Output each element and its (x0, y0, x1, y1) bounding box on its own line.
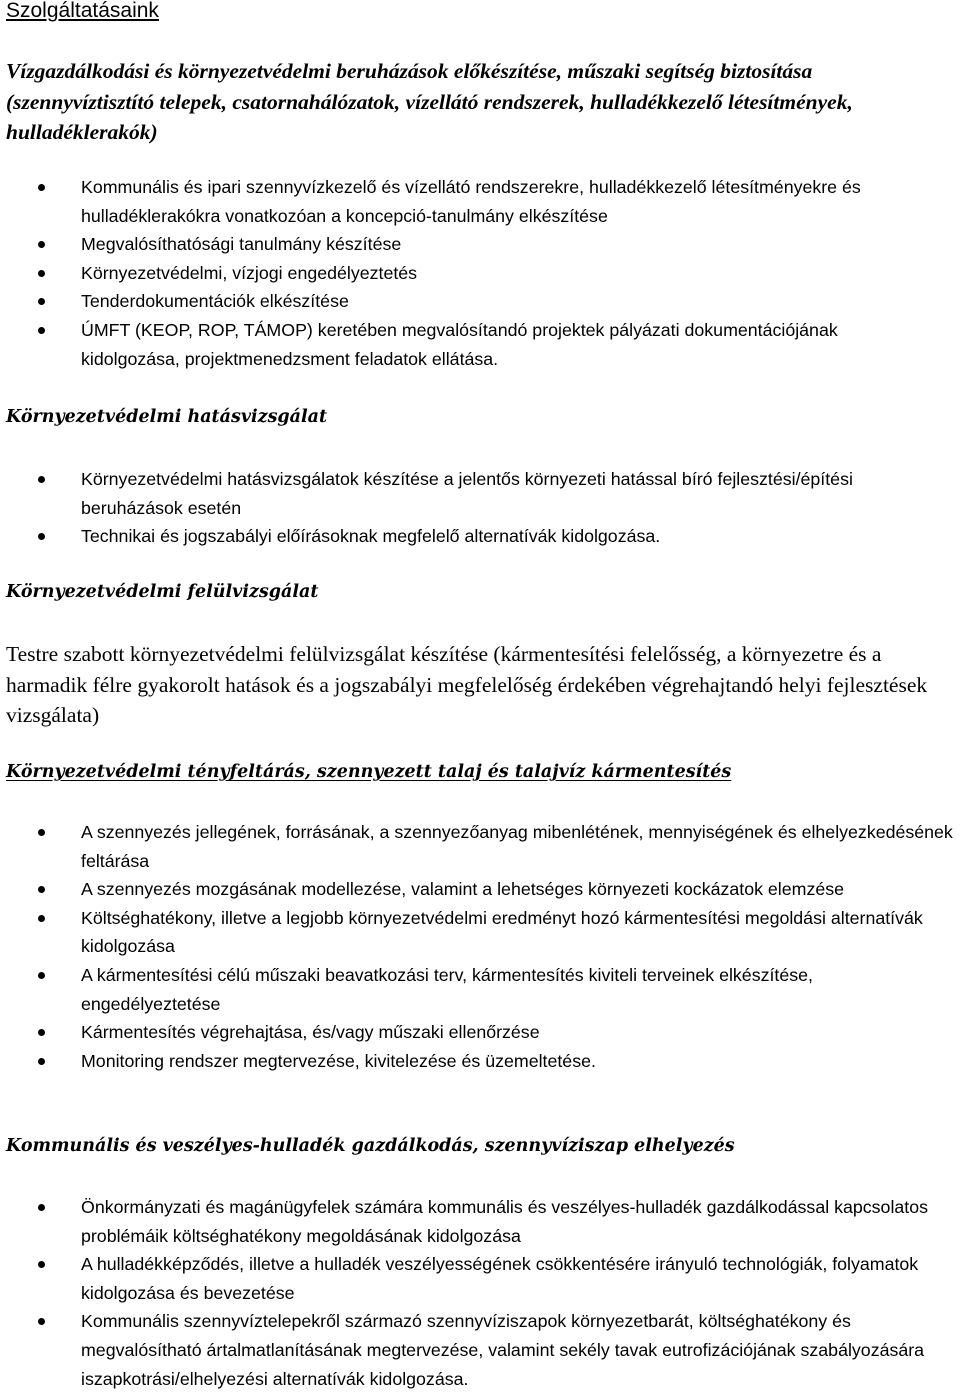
bullet-icon (38, 1318, 45, 1325)
bullet-icon (38, 1029, 45, 1036)
bullet-icon (38, 915, 45, 922)
water-management-list (6, 173, 956, 373)
list-item: Megvalósíthatósági tanulmány készítése (6, 230, 956, 259)
list-item: Tenderdokumentációk elkészítése (6, 287, 956, 316)
bullet-icon (38, 1058, 45, 1065)
bullet-icon (38, 1204, 45, 1211)
section-heading-environmental-review: Környezetvédelmi felülvizsgálat (6, 582, 319, 602)
list-item: Költséghatékony, illetve a legjobb környezetvédelmi eredményt hozó kármentesítési megoldási alternatívák kidolgozása (6, 904, 956, 961)
page-title: Szolgáltatásaink (6, 0, 159, 22)
list-item: A szennyezés mozgásának modellezése, valamint a lehetséges környezeti kockázatok elemzése (6, 875, 956, 904)
list-item: Környezetvédelmi, vízjogi engedélyeztetés (6, 259, 956, 288)
list-item: A hulladékképződés, illetve a hulladék veszélyességének csökkentésére irányuló technológiák, folyamatok kidolgozása és bevezetése (6, 1250, 921, 1307)
impact-assessment-list (6, 465, 956, 551)
remediation-list (6, 818, 956, 1075)
list-item: Önkormányzati és magánügyfelek számára kommunális és veszélyes-hulladék gazdálkodással kapcsolatos problémáik költséghatékony megoldásának kidolgozása (6, 1193, 956, 1250)
list-item: Kommunális szennyvíztelepekről származó szennyvíziszapok környezetbarát, költséghatékony és megvalósítható ártalmatlanításának megtervezése, valamint sekély tavak eutrofizációjának szabályozására iszapkotrási/elhelyezési alternatívák kidolgozása. (6, 1307, 956, 1393)
bullet-icon (38, 1261, 45, 1268)
section-heading-water-management: Vízgazdálkodási és környezetvédelmi beruházások előkészítése, műszaki segítség biztosítása (szennyvíztisztító telepek, csatornahálózatok, vízellátó rendszerek, hulladékkezelő létesítmények, hulladéklerakók) (6, 59, 853, 144)
section-heading-waste-management: Kommunális és veszélyes-hulladék gazdálkodás, szennyvíziszap elhelyezés (6, 1136, 735, 1156)
list-item: A kármentesítési célú műszaki beavatkozási terv, kármentesítés kiviteli terveinek elkészítése, engedélyeztetése (6, 961, 956, 1018)
bullet-icon (38, 829, 45, 836)
list-item: Technikai és jogszabályi előírásoknak megfelelő alternatívák kidolgozása. (6, 522, 956, 551)
list-item: A szennyezés jellegének, forrásának, a szennyezőanyag mibenlétének, mennyiségének és elhelyezkedésének feltárása (6, 818, 956, 875)
bullet-icon (38, 476, 45, 483)
bullet-icon (38, 533, 45, 540)
bullet-icon (38, 270, 45, 277)
bullet-icon (38, 241, 45, 248)
list-item: ÚMFT (KEOP, ROP, TÁMOP) keretében megvalósítandó projektek pályázati dokumentációjának kidolgozása, projektmenedzsment feladatok ellátása. (6, 316, 871, 373)
list-item: Monitoring rendszer megtervezése, kivitelezése és üzemeltetése. (6, 1047, 956, 1076)
list-item: Kommunális és ipari szennyvízkezelő és vízellátó rendszerekre, hulladékkezelő létesítményekre és hulladéklerakókra vonatkozóan a koncepció-tanulmány elkészítése (6, 173, 956, 230)
bullet-icon (38, 972, 45, 979)
bullet-icon (38, 327, 45, 334)
bullet-icon (38, 298, 45, 305)
section-heading-remediation: Környezetvédelmi tényfeltárás, szennyezett talaj és talajvíz kármentesítés (6, 762, 732, 782)
list-item: Környezetvédelmi hatásvizsgálatok készítése a jelentős környezeti hatással bíró fejlesztési/építési beruházások esetén (6, 465, 921, 522)
list-item: Kármentesítés végrehajtása, és/vagy műszaki ellenőrzése (6, 1018, 956, 1047)
section-heading-impact-assessment: Környezetvédelmi hatásvizsgálat (6, 407, 328, 427)
waste-management-list (6, 1193, 956, 1393)
bullet-icon (38, 184, 45, 191)
bullet-icon (38, 886, 45, 893)
environmental-review-paragraph: Testre szabott környezetvédelmi felülvizsgálat készítése (kármentesítési felelősség, a környezetre és a harmadik félre gyakorolt hatások és a jogszabályi megfelelőség érdekében végrehajtandó helyi fejlesztések vizsgálata) (6, 642, 928, 727)
